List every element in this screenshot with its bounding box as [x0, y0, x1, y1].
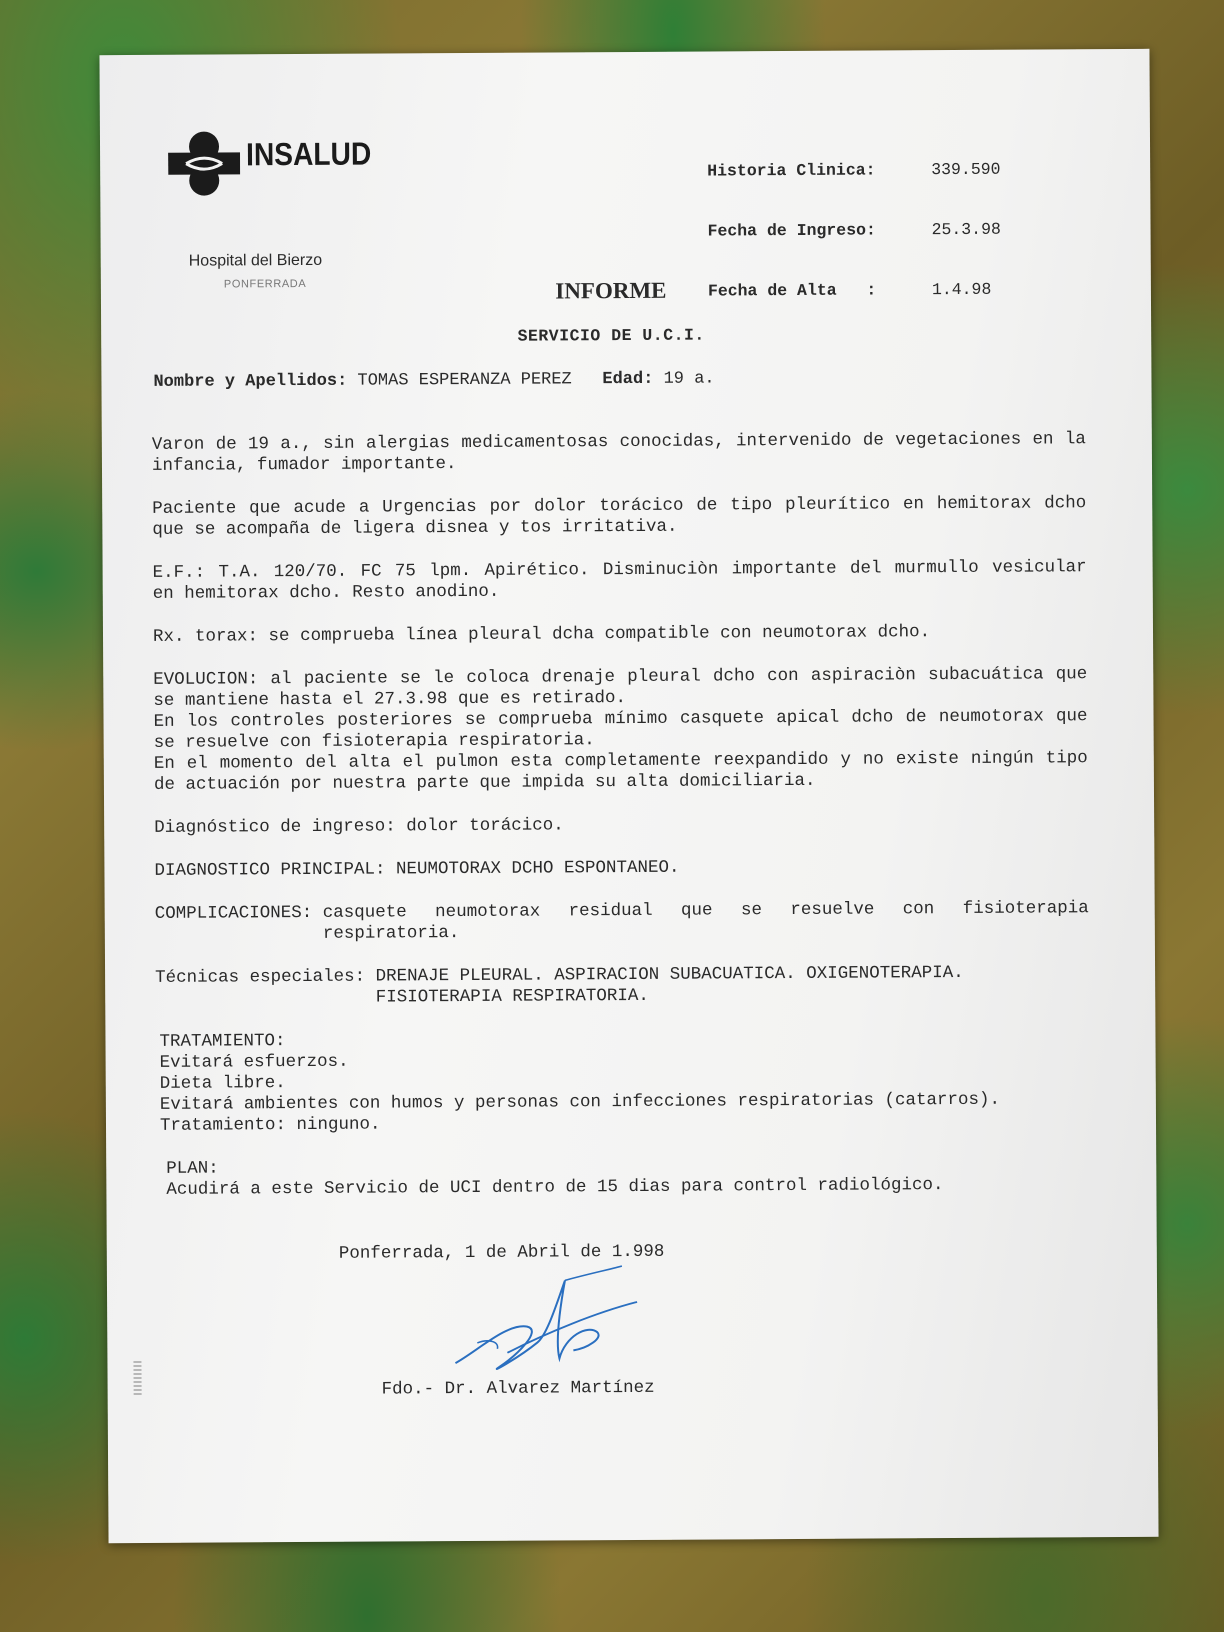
treatment-item: Dieta libre.	[159, 1073, 286, 1094]
treatment-item: Evitará esfuerzos.	[159, 1051, 349, 1073]
plan-text: Acudirá a este Servicio de UCI dentro de 15 dias para control radiológico.	[166, 1175, 944, 1200]
name-label: Nombre y Apellidos:	[153, 371, 348, 392]
ingreso-value: 25.3.98	[931, 219, 1001, 240]
record-info	[707, 120, 1002, 342]
age-label: Edad:	[602, 369, 654, 390]
complications-text: casquete neumotorax residual que se resuelve con fisioterapia respiratoria.	[322, 898, 1089, 944]
admission-diagnosis: Diagnóstico de ingreso: dolor torácico.	[154, 815, 564, 838]
place-date: Ponferrada, 1 de Abril de 1.998	[338, 1241, 665, 1264]
margin-print-mark	[133, 1361, 141, 1395]
exam-paragraph: E.F.: T.A. 120/70. FC 75 lpm. Apirético. Disminuciòn importante del murmullo vesicular en hemitorax dcho. Resto anodino.	[152, 557, 1087, 604]
controls-paragraph: En los controles posteriores se comprueba mínimo casquete apical dcho de neumotorax que se resuelve con fisioterapia respiratoria.	[153, 706, 1088, 753]
alta-label: Fecha de Alta :	[707, 280, 877, 301]
complications-label: COMPLICACIONES:	[154, 902, 323, 924]
complications	[155, 898, 1089, 946]
document-page	[99, 49, 1158, 1543]
historia-row	[707, 160, 1000, 182]
treatment-heading: TRATAMIENTO:	[159, 1031, 286, 1052]
patient-line	[153, 369, 714, 391]
history-paragraph: Varon de 19 a., sin alergias medicamentosas conocidas, intervenido de vegetaciones en la infancia, fumador importante.	[151, 429, 1086, 476]
xray-paragraph: Rx. torax: se comprueba línea pleural dcha compatible con neumotorax dcho.	[152, 622, 931, 647]
signature-mark	[447, 1262, 648, 1383]
treatment-item: Evitará ambientes con humos y personas con infecciones respiratorias (catarros).	[159, 1089, 1001, 1115]
patient-age: 19 a.	[663, 369, 715, 389]
main-diagnosis: DIAGNOSTICO PRINCIPAL: NEUMOTORAX DCHO ESPONTANEO.	[154, 857, 680, 881]
historia-label: Historia Clinica:	[707, 160, 876, 181]
treatment-section	[155, 1026, 1090, 1137]
hospital-city: PONFERRADA	[223, 277, 307, 291]
patient-name: TOMAS ESPERANZA PEREZ	[357, 370, 572, 391]
alta-value: 1.4.98	[931, 279, 992, 300]
insalud-logo-icon	[168, 130, 240, 196]
techniques-label: Técnicas especiales:	[155, 966, 376, 988]
treatment-item: Tratamiento: ninguno.	[159, 1114, 381, 1136]
discharge-paragraph: En el momento del alta el pulmon esta completamente reexpandido y no existe ningún tipo de actuación por nuestra parte que impida su alta domiciliaria.	[153, 748, 1088, 795]
ingreso-row	[707, 220, 1000, 242]
techniques-text: DRENAJE PLEURAL. ASPIRACION SUBACUATICA. OXIGENOTERAPIA. FISIOTERAPIA RESPIRATORIA.	[375, 962, 964, 1008]
historia-value: 339.590	[931, 159, 1001, 180]
evolution-paragraph: EVOLUCION: al paciente se le coloca drenaje pleural dcho con aspiraciòn subacuática que se mantiene hasta el 27.3.98 que es retirado.	[153, 664, 1088, 711]
special-techniques	[155, 962, 1089, 1010]
report-body	[152, 429, 1091, 1223]
reason-paragraph: Paciente que acude a Urgencias por dolor torácico de tipo pleurítico en hemitorax dcho que se acompaña de ligera disnea y tos irritativa.	[152, 493, 1087, 540]
ingreso-label: Fecha de Ingreso:	[707, 220, 876, 241]
logo-wordmark: INSALUD	[245, 135, 372, 173]
document-title: INFORME	[555, 277, 667, 304]
service-name: SERVICIO DE U.C.I.	[517, 325, 705, 346]
hospital-name: Hospital del Bierzo	[188, 251, 323, 270]
signed-by: Fdo.- Dr. Alvarez Martínez	[381, 1377, 655, 1400]
plan-heading: PLAN:	[166, 1158, 219, 1179]
plan-section	[156, 1153, 1090, 1201]
